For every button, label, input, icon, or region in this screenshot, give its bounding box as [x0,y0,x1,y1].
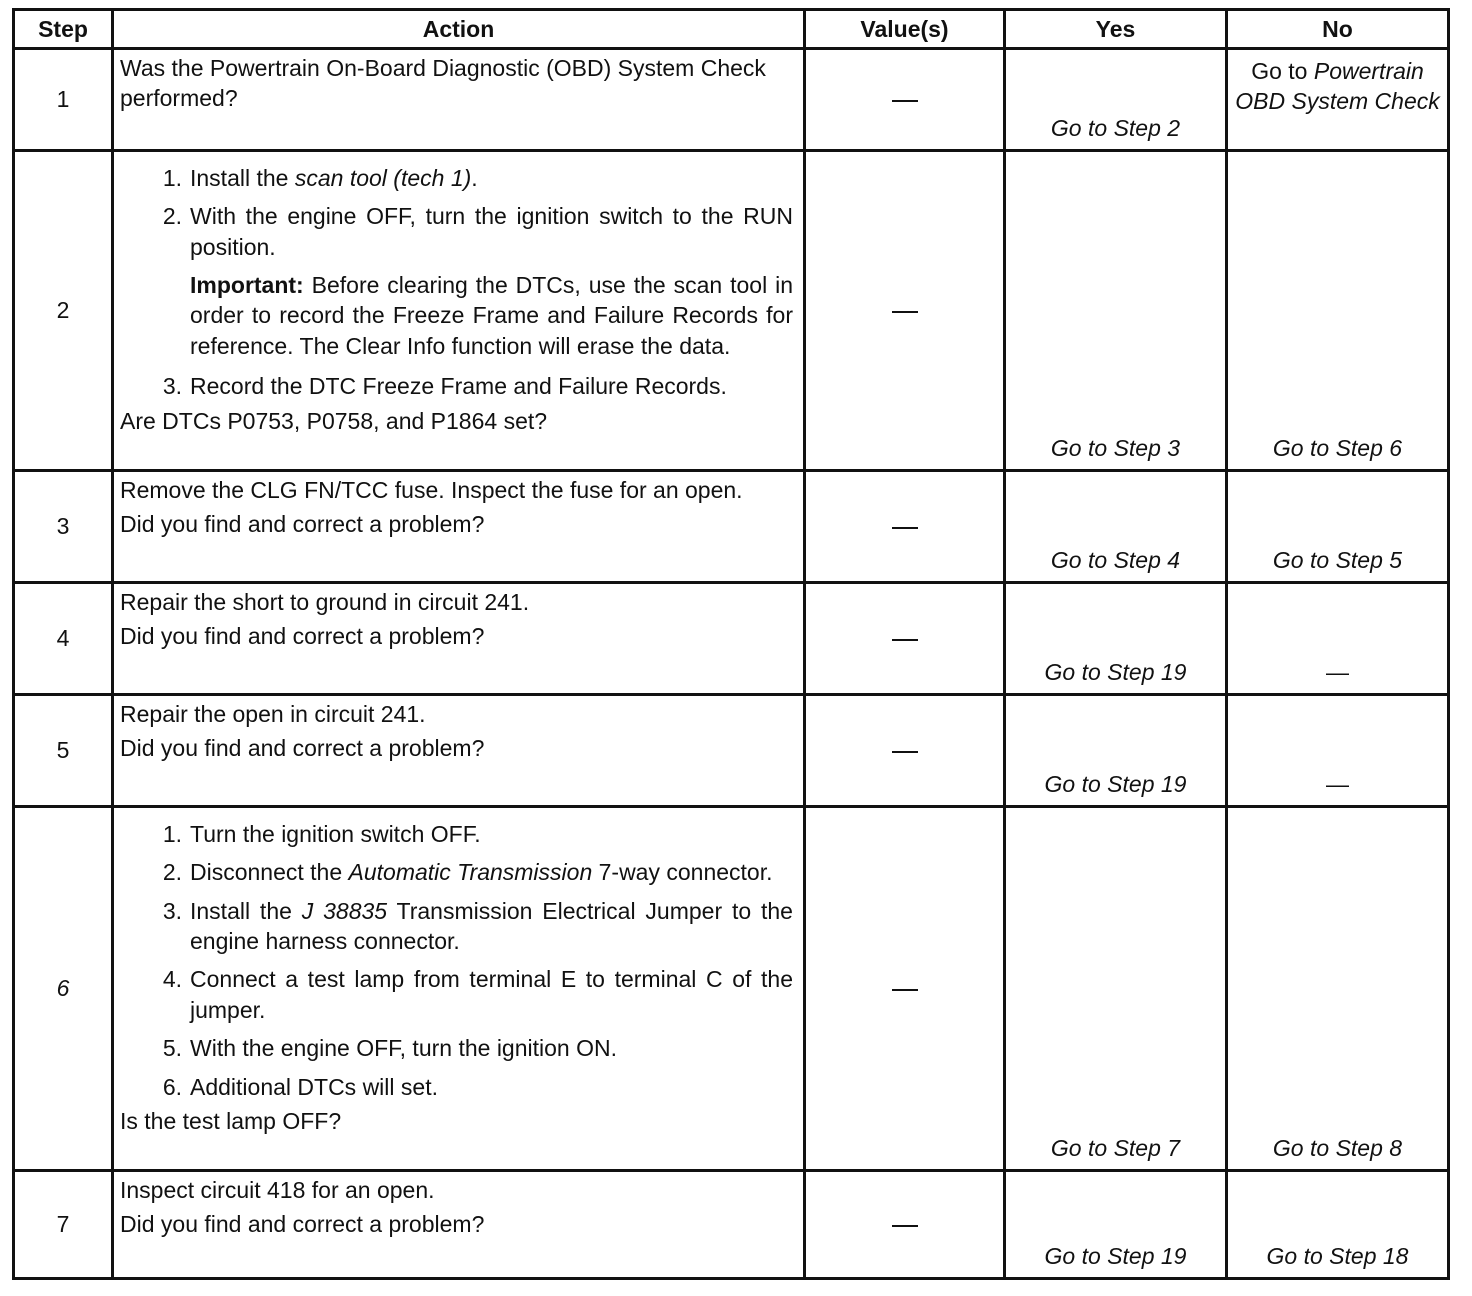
table-row [14,471,1449,583]
action-cell [113,807,805,1171]
item-emphasis: Automatic Transmission [348,859,593,886]
dash [892,311,918,313]
list-item [120,857,793,887]
value-cell [805,807,1005,1171]
no-prefix: Go to [1251,58,1314,84]
action-cell [113,151,805,471]
no-cell: — [1227,695,1449,807]
item-text: Record the DTC Freeze Frame and Failure Records. [190,373,727,400]
header-yes: Yes [1005,10,1227,49]
no-cell: Go to Step 18 [1227,1171,1449,1279]
question-text: Did you find and correct a problem? [120,1211,485,1238]
action-cell [113,49,805,151]
yes-cell: Go to Step 7 [1005,807,1227,1171]
table-row [14,49,1449,151]
question-text: Is the test lamp OFF? [120,1107,342,1134]
table-row [14,695,1449,807]
list-item [120,1072,793,1102]
action-text: Remove the CLG FN/TCC fuse. Inspect the fuse for an open. [120,477,743,503]
item-number: 5. [162,1035,182,1062]
action-cell [113,583,805,695]
item-text: With the engine OFF, turn the ignition ON. [190,1035,617,1062]
action-cell [113,1171,805,1279]
value-cell [805,471,1005,583]
item-text: 7-way connector. [592,859,773,886]
item-emphasis: J 38835 [301,897,388,924]
step-number: 3 [14,471,113,583]
item-number: 2. [162,203,182,230]
no-cell: Go to Step 5 [1227,471,1449,583]
list-item [120,896,793,957]
question-text: Are DTCs P0753, P0758, and P1864 set? [120,407,548,434]
item-text: Transmission Electrical Jumper to the engine harness connector. [190,897,793,955]
step-number: 7 [14,1171,113,1279]
list-item [120,964,793,1025]
yes-cell: Go to Step 4 [1005,471,1227,583]
step-number: 5 [14,695,113,807]
no-cell: Go to Step 8 [1227,807,1449,1171]
value-cell [805,49,1005,151]
value-cell [805,695,1005,807]
no-italic-text: Powertrain OBD System Check [1235,58,1440,115]
item-number: 6. [162,1073,182,1100]
no-cell: — [1227,583,1449,695]
question-text: Did you find and correct a problem? [120,623,485,650]
header-no: No [1227,10,1449,49]
yes-cell: Go to Step 19 [1005,1171,1227,1279]
no-cell: Go to Step 6 [1227,151,1449,471]
item-number: 2. [162,859,182,886]
item-number: 4. [162,966,182,993]
step-number: 6 [14,807,113,1171]
list-item [120,1033,793,1063]
important-note [120,270,793,361]
value-cell [805,151,1005,471]
action-text: Inspect circuit 418 for an open. [120,1177,435,1203]
dash [892,639,918,641]
table-row [14,151,1449,471]
item-text: Connect a test lamp from terminal E to terminal C of the jumper. [190,966,793,1023]
dash [892,989,918,991]
item-text: Disconnect the [190,859,349,886]
action-cell [113,695,805,807]
step-list [120,371,793,401]
question-text: Did you find and correct a problem? [120,511,485,538]
header-row [14,10,1449,49]
item-emphasis: scan tool (tech 1) [294,165,472,191]
item-number: 1. [162,165,182,191]
step-number: 4 [14,583,113,695]
note-text: Before clearing the DTCs, use the scan tool in order to record the Freeze Frame and Failure Records for reference. The Clear Info function will erase the data. [190,272,793,359]
step-number: 2 [14,151,113,471]
item-text: Install the [190,897,302,924]
action-text: Repair the short to ground in circuit 241. [120,589,530,615]
item-text: . [471,165,478,191]
step-list [120,811,793,1102]
note-label: Important: [190,272,304,299]
table-row [14,807,1449,1171]
item-number: 3. [162,897,182,924]
item-text: Turn the ignition switch OFF. [190,821,481,847]
dash [892,1225,918,1227]
header-values: Value(s) [805,10,1005,49]
item-number: 3. [162,373,182,400]
list-item [120,201,793,262]
step-number: 1 [14,49,113,151]
yes-cell: Go to Step 19 [1005,583,1227,695]
question-text: Did you find and correct a problem? [120,735,485,762]
value-cell [805,1171,1005,1279]
yes-cell: Go to Step 2 [1005,49,1227,151]
dash [892,751,918,753]
action-cell [113,471,805,583]
table-row [14,583,1449,695]
diagnostic-table [12,8,1450,1280]
yes-cell: Go to Step 19 [1005,695,1227,807]
table-row [14,1171,1449,1279]
yes-cell: Go to Step 3 [1005,151,1227,471]
item-text: With the engine OFF, turn the ignition switch to the RUN position. [190,203,793,260]
no-cell [1227,49,1449,151]
action-text: Repair the open in circuit 241. [120,701,426,727]
step-list [120,155,793,262]
item-number: 1. [162,821,182,847]
value-cell [805,583,1005,695]
list-item [120,163,793,193]
header-action: Action [113,10,805,49]
dash [892,527,918,529]
list-item [120,371,793,401]
action-text: Was the Powertrain On-Board Diagnostic (OBD) System Check performed? [120,55,766,112]
header-step: Step [14,10,113,49]
item-text: Install the [190,165,295,191]
item-text: Additional DTCs will set. [190,1073,438,1100]
list-item [120,819,793,849]
dash [892,100,918,102]
